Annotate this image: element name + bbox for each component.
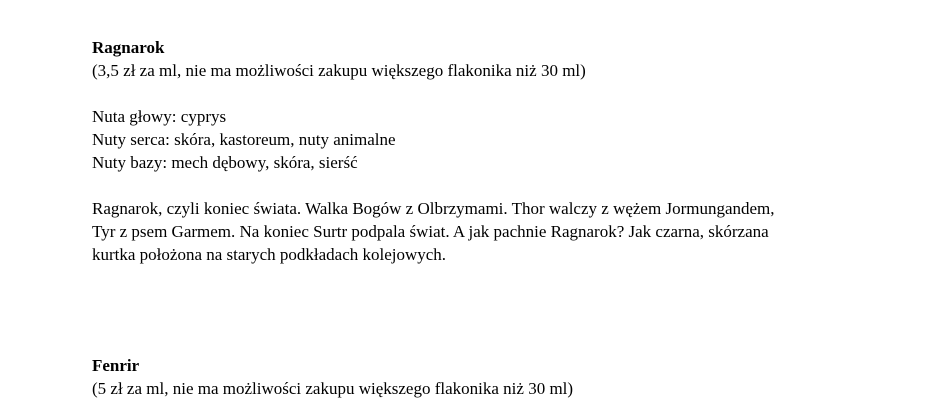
heart-notes: Nuty serca: skóra, kastoreum, nuty animalne — [92, 130, 396, 149]
description-line: Ragnarok, czyli koniec świata. Walka Bogów z Olbrzymami. Thor walczy z wężem Jormungandem, — [92, 199, 775, 218]
perfume-entry-fenrir — [92, 354, 922, 400]
description-line: kurtka położona na starych podkładach kolejowych. — [92, 245, 447, 264]
head-notes: Nuta głowy: cyprys — [92, 107, 227, 126]
perfume-entry-ragnarok — [92, 36, 922, 266]
entry-title: Fenrir — [92, 356, 140, 375]
spacer — [92, 82, 922, 105]
spacer — [92, 266, 922, 354]
entry-title: Ragnarok — [92, 38, 165, 57]
base-notes: Nuty bazy: mech dębowy, skóra, sierść — [92, 153, 358, 172]
spacer — [92, 174, 922, 197]
description-line: Tyr z psem Garmem. Na koniec Surtr podpala świat. A jak pachnie Ragnarok? Jak czarna, skórzana — [92, 222, 769, 241]
entry-price-note: (5 zł za ml, nie ma możliwości zakupu większego flakonika niż 30 ml) — [92, 379, 574, 398]
document-page — [92, 36, 922, 400]
entry-price-note: (3,5 zł za ml, nie ma możliwości zakupu większego flakonika niż 30 ml) — [92, 61, 586, 80]
entry-description — [92, 197, 922, 266]
